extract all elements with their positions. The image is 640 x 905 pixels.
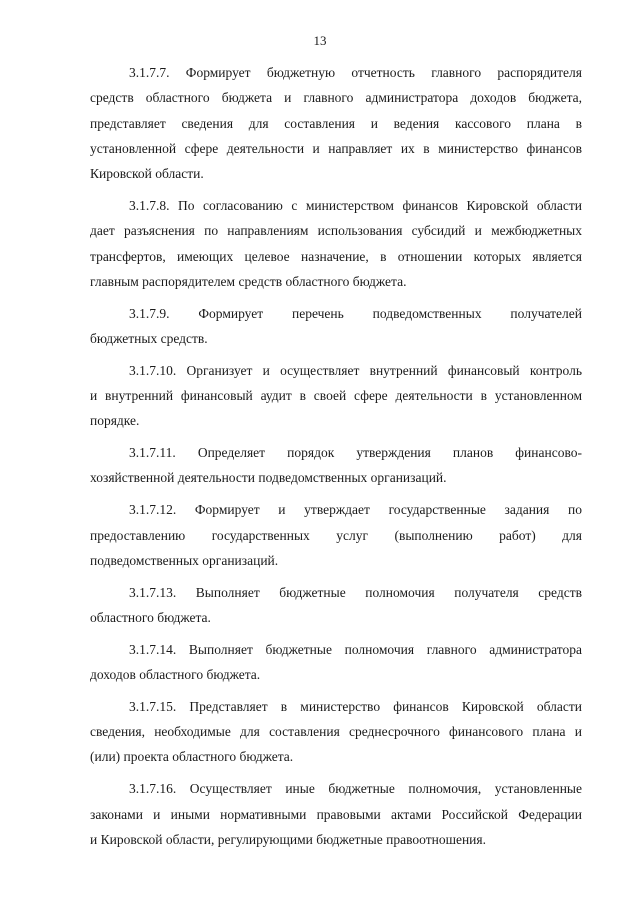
text-line: дает разъяснения по направлениям использования субсидий и межбюджетных <box>90 223 582 239</box>
text-line: сведения, необходимые для составления среднесрочного финансового плана и <box>90 724 582 740</box>
paragraph-3-1-7-16 <box>90 776 582 852</box>
text-line: трансфертов, имеющих целевое назначение, в отношении которых является <box>90 248 582 264</box>
paragraph-3-1-7-10 <box>90 358 582 434</box>
text-line: порядке. <box>90 413 140 429</box>
text-line: 3.1.7.9. Формирует перечень подведомственных получателей <box>129 305 582 321</box>
text-line: средств областного бюджета и главного администратора доходов бюджета, <box>90 90 582 106</box>
text-line: Кировской области. <box>90 166 204 182</box>
paragraph-3-1-7-12 <box>90 497 582 573</box>
paragraph-3-1-7-14 <box>90 637 582 688</box>
text-line: (или) проекта областного бюджета. <box>90 749 294 765</box>
text-line: 3.1.7.12. Формирует и утверждает государственные задания по <box>129 502 582 518</box>
text-line: и внутренний финансовый аудит в своей сфере деятельности в установленном <box>90 388 582 404</box>
text-line: представляет сведения для составления и ведения кассового плана в <box>90 115 582 131</box>
text-line: главным распорядителем средств областного бюджета. <box>90 273 407 289</box>
paragraph-3-1-7-15 <box>90 694 582 770</box>
text-line: и Кировской области, регулирующими бюджетные правоотношения. <box>90 831 486 847</box>
text-line: установленной сфере деятельности и направляет их в министерство финансов <box>90 140 582 156</box>
text-line: 3.1.7.13. Выполняет бюджетные полномочия получателя средств <box>129 584 582 600</box>
text-line: 3.1.7.11. Определяет порядок утверждения планов финансово- <box>129 445 582 461</box>
text-line: законами и иными нормативными правовыми актами Российской Федерации <box>90 806 582 822</box>
text-line: 3.1.7.10. Организует и осуществляет внутренний финансовый контроль <box>129 362 582 378</box>
page-number: 13 <box>313 33 327 48</box>
text-line: предоставлению государственных услуг (выполнению работ) для <box>90 527 582 543</box>
text-line: бюджетных средств. <box>90 330 208 346</box>
paragraph-3-1-7-9 <box>90 301 582 352</box>
paragraph-3-1-7-11 <box>90 440 582 491</box>
paragraph-3-1-7-7 <box>90 60 582 186</box>
text-line: доходов областного бюджета. <box>90 667 261 683</box>
text-line: 3.1.7.14. Выполняет бюджетные полномочия главного администратора <box>129 641 582 657</box>
paragraph-3-1-7-13 <box>90 580 582 631</box>
text-line: 3.1.7.7. Формирует бюджетную отчетность главного распорядителя <box>129 65 582 80</box>
text-line: хозяйственной деятельности подведомственных организаций. <box>90 470 447 486</box>
document-body <box>90 60 582 859</box>
paragraph-3-1-7-8 <box>90 193 582 294</box>
text-line: 3.1.7.16. Осуществляет иные бюджетные полномочия, установленные <box>129 781 582 797</box>
text-line: подведомственных организаций. <box>90 552 279 568</box>
text-line: 3.1.7.8. По согласованию с министерством финансов Кировской области <box>129 197 582 213</box>
text-line: областного бюджета. <box>90 609 211 625</box>
text-line: 3.1.7.15. Представляет в министерство финансов Кировской области <box>129 698 582 714</box>
